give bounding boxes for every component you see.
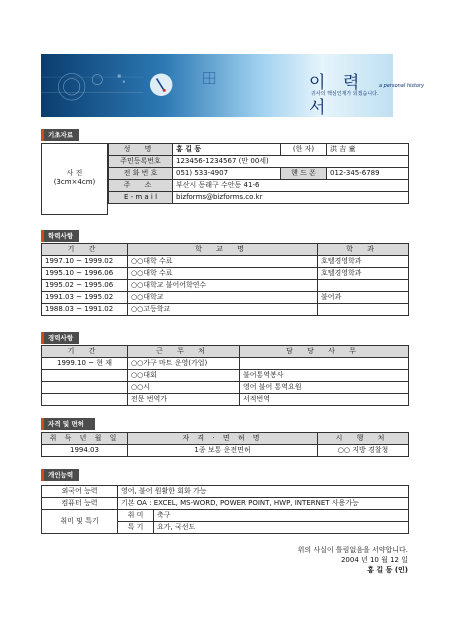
edu-school: ○○대학교 불어어학연수 <box>128 280 318 292</box>
career-duty: 영어 불어 통역요원 <box>240 382 409 394</box>
table-row <box>42 382 409 394</box>
phone-label: 전 화 번 호 <box>109 168 173 180</box>
table-row <box>42 394 409 406</box>
career-company: ○○대회 <box>128 370 240 382</box>
statement-text: 위의 사실이 틀림없음을 서약합니다. <box>297 546 408 554</box>
edu-period: 1988.03 ~ 1991.02 <box>42 304 128 316</box>
pc-value: 기본 OA : EXCEL, MS-WORD, POWER POINT, HWP, INTERNET 사용가능 <box>118 498 409 510</box>
phone-value: 051) 533-4907 <box>173 168 281 180</box>
edu-school: ○○고등학교 <box>128 304 318 316</box>
career-table <box>41 345 409 406</box>
edu-major: 호텔경영학과 <box>318 268 409 280</box>
pc-label: 컴퓨터 능력 <box>42 498 118 510</box>
license-header-date: 취 득 년 월 일 <box>42 433 128 445</box>
edu-header-school: 학 교 명 <box>128 244 318 256</box>
header-banner <box>41 54 425 118</box>
career-duty: 불어통역봉사 <box>240 370 409 382</box>
edu-school: ○○대학 수료 <box>128 256 318 268</box>
license-header-name: 자 격 · 면 허 명 <box>128 433 318 445</box>
table-row <box>42 280 409 292</box>
id-value: 123456-1234567 (만 00세) <box>173 156 409 168</box>
personal-table <box>41 485 409 534</box>
section-career: 경력사항 <box>41 332 79 344</box>
section-license: 자격 및 면허 <box>41 418 95 430</box>
career-company: 전문 번역가 <box>128 394 240 406</box>
table-row <box>42 358 409 370</box>
table-row <box>42 445 409 457</box>
basic-info-table <box>108 143 409 204</box>
career-duty: 서적번역 <box>240 394 409 406</box>
license-table <box>41 432 409 457</box>
edu-header-period: 기 간 <box>42 244 128 256</box>
photo-label: 사 진 <box>66 169 83 177</box>
mobile-label: 핸 드 폰 <box>281 168 327 180</box>
career-period <box>42 370 128 382</box>
career-header-company: 근 무 처 <box>128 346 240 358</box>
name-label: 성 명 <box>109 144 173 156</box>
section-basic: 기초자료 <box>41 129 79 141</box>
edu-header-major: 학 과 <box>318 244 409 256</box>
edu-school: ○○대학교 <box>128 292 318 304</box>
career-company: ○○가구 마트 운영(가업) <box>128 358 240 370</box>
table-row <box>42 256 409 268</box>
table-row <box>42 304 409 316</box>
education-table <box>41 243 409 316</box>
statement-date: 2004 년 10 월 12 일 <box>340 556 408 564</box>
section-education: 학력사항 <box>41 230 79 242</box>
mobile-value: 012-345-6789 <box>327 168 409 180</box>
hobby-value: 축구 <box>154 510 409 522</box>
career-period: 1999.10 ~ 현 재 <box>42 358 128 370</box>
edu-major: 불어과 <box>318 292 409 304</box>
hobby-label: 취미 및 특기 <box>42 510 118 534</box>
skill-sub-label: 특 기 <box>118 522 154 534</box>
resume-slogan: 귀사의 핵심인재가 되겠습니다. <box>311 91 379 97</box>
section-personal: 개인능력 <box>41 469 79 481</box>
hobby-sub-label: 취 미 <box>118 510 154 522</box>
edu-school: ○○대학 수료 <box>128 268 318 280</box>
lang-value: 영어, 불어 원활한 회화 가능 <box>118 486 409 498</box>
edu-period: 1991.03 ~ 1995.02 <box>42 292 128 304</box>
license-issuer: ○○ 지방 경찰청 <box>318 445 409 457</box>
photo-box <box>41 143 108 215</box>
hanja-label: (한 자) <box>281 144 327 156</box>
career-header-period: 기 간 <box>42 346 128 358</box>
edu-period: 1995.10 ~ 1996.06 <box>42 268 128 280</box>
resume-subtitle: a personal history <box>379 83 425 89</box>
table-row <box>42 268 409 280</box>
edu-period: 1997.10 ~ 1999.02 <box>42 256 128 268</box>
edu-period: 1995.02 ~ 1995.06 <box>42 280 128 292</box>
address-value: 부산시 동래구 수안동 41-6 <box>173 180 409 192</box>
banner-decoration <box>41 54 221 117</box>
email-label: E - m a i l <box>109 192 173 204</box>
career-header-duty: 담 당 사 무 <box>240 346 409 358</box>
email-value: bizforms@bizforms.co.kr <box>173 192 409 204</box>
lang-label: 외국어 능력 <box>42 486 118 498</box>
resume-title: 이 력 서 <box>309 73 366 118</box>
career-period <box>42 382 128 394</box>
career-company: ○○시 <box>128 382 240 394</box>
id-label: 주민등록번호 <box>109 156 173 168</box>
license-header-issuer: 시 행 처 <box>318 433 409 445</box>
table-row <box>42 292 409 304</box>
hanja-value: 洪 吉 童 <box>327 144 409 156</box>
address-label: 주 소 <box>109 180 173 192</box>
edu-major: 호텔경영학과 <box>318 256 409 268</box>
license-name: 1종 보통 운전면허 <box>128 445 318 457</box>
career-period <box>42 394 128 406</box>
photo-size: (3cm×4cm) <box>53 178 96 186</box>
career-duty <box>240 358 409 370</box>
license-date: 1994.03 <box>42 445 128 457</box>
name-value: 홍 길 동 <box>173 144 281 156</box>
signature: 홍 길 동 (인) <box>367 566 408 574</box>
edu-major <box>318 304 409 316</box>
skill-value: 요가, 국선도 <box>154 522 409 534</box>
edu-major <box>318 280 409 292</box>
table-row <box>42 370 409 382</box>
